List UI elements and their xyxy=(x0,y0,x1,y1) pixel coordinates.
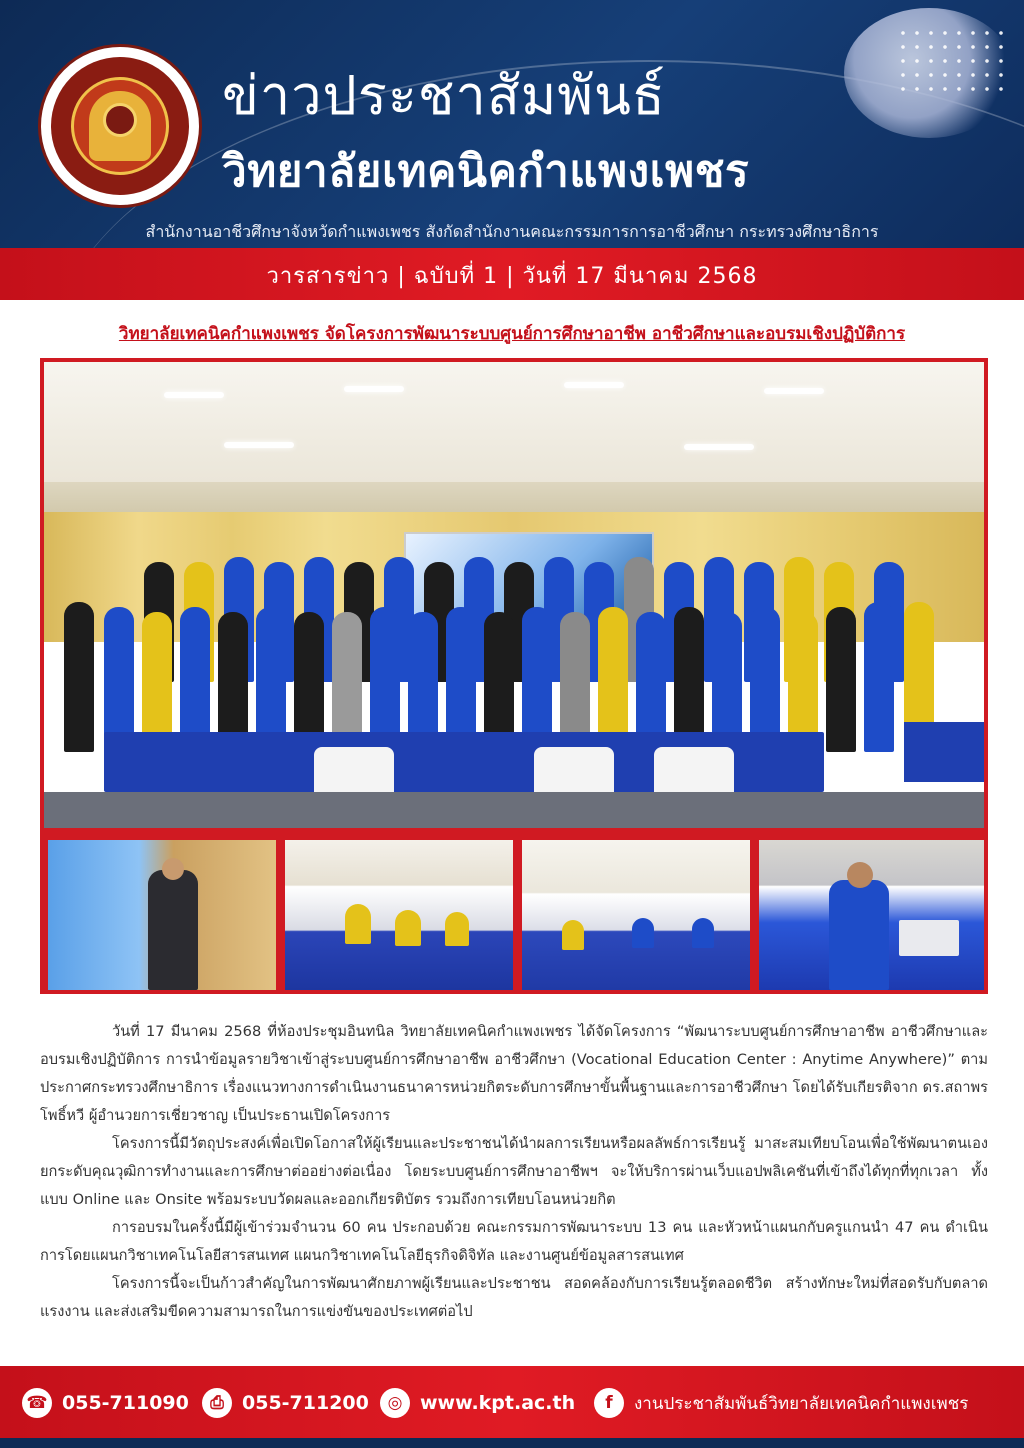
person xyxy=(636,612,666,752)
header-banner xyxy=(0,0,1024,248)
photo-chair xyxy=(534,747,614,797)
attendee xyxy=(445,912,469,946)
photo-ceiling xyxy=(44,362,984,482)
person xyxy=(484,612,514,752)
person xyxy=(560,612,590,752)
attendee xyxy=(692,918,714,948)
person xyxy=(64,602,94,752)
person xyxy=(408,612,438,752)
person xyxy=(370,607,400,752)
ceiling-light xyxy=(224,442,294,448)
attendee-head xyxy=(847,862,873,888)
person xyxy=(864,602,894,752)
footer-facebook[interactable] xyxy=(594,1386,968,1420)
person xyxy=(446,607,476,752)
person xyxy=(218,612,248,752)
person xyxy=(788,612,818,752)
thumb-presenter xyxy=(48,840,276,990)
person xyxy=(294,612,324,752)
phone-icon: ☎ xyxy=(22,1388,52,1418)
attendee xyxy=(829,880,889,990)
photo-floor xyxy=(44,792,984,832)
footer-website[interactable] xyxy=(380,1386,575,1420)
footer-contact-bar xyxy=(0,1366,1024,1448)
person xyxy=(332,612,362,752)
thumb-training-room-1 xyxy=(285,840,513,990)
person xyxy=(104,607,134,752)
person xyxy=(598,607,628,752)
person xyxy=(750,607,780,752)
ceiling-light xyxy=(164,392,224,398)
facebook-icon: f xyxy=(594,1388,624,1418)
fax-number: 055-711200 xyxy=(242,1392,369,1414)
article-paragraph: โครงการนี้มีวัตถุประสงค์เพื่อเปิดโอกาสให้ผู้เรียนและประชาชนได้นำผลการเรียนหรือผลลัพธ์การเรียนรู้ มาสะสมเทียบโอนเพื่อใช้พัฒนาตนเอง ยกระดับคุณวุฒิการทำงานและการศึกษาต่ออย่างต่อเนื่อง โดยระบบศูนย์การศึกษาอาชีพฯ จะให้บริการผ่านเว็บแอปพลิเคชันที่เข้าถึงได้ทุกที่ทุกเวลา ทั้งแบบ Online และ Onsite พร้อมระบบวัดผลและออกเกียรติบัตร รวมถึงการเทียบโอนหน่วยกิต xyxy=(40,1135,988,1208)
photo-blue-table xyxy=(904,722,988,782)
photo-people-group xyxy=(54,562,974,752)
article-paragraph: โครงการนี้จะเป็นก้าวสำคัญในการพัฒนาศักยภาพผู้เรียนและประชาชน สอดคล้องกับการเรียนรู้ตลอดชีวิต สร้างทักษะใหม่ที่สอดรับกับตลาดแรงงาน และส่งเสริมขีดความสามารถในการแข่งขันของประเทศต่อไป xyxy=(40,1275,988,1320)
website-link[interactable]: www.kpt.ac.th xyxy=(420,1392,576,1414)
decorative-dots xyxy=(896,26,1006,96)
person xyxy=(826,607,856,752)
attendee xyxy=(345,904,371,944)
person xyxy=(522,607,552,752)
footer-phone[interactable] xyxy=(22,1386,189,1420)
photo-chair xyxy=(654,747,734,797)
thumb-training-room-2 xyxy=(522,840,750,990)
ceiling-light xyxy=(344,386,404,392)
main-group-photo xyxy=(40,358,988,832)
logo-emblem-wheel xyxy=(103,103,137,137)
person xyxy=(674,607,704,752)
printer-icon: ⎙ xyxy=(202,1388,232,1418)
person xyxy=(180,607,210,752)
article-body xyxy=(40,1018,988,1326)
presenter-figure xyxy=(148,870,198,990)
presenter-head xyxy=(162,858,184,880)
photo-thumbnails xyxy=(40,832,988,994)
person xyxy=(712,612,742,752)
title-college: วิทยาลัยเทคนิคกำแพงเพชร xyxy=(222,146,750,197)
footer-fax[interactable] xyxy=(202,1386,369,1420)
ceiling-light xyxy=(764,388,824,394)
thumb-training-closeup xyxy=(759,840,984,990)
person xyxy=(142,612,172,752)
globe-icon: ◎ xyxy=(380,1388,410,1418)
attendee xyxy=(632,918,654,948)
person xyxy=(256,607,286,752)
laptop xyxy=(899,920,959,956)
college-logo xyxy=(38,44,202,208)
phone-number: 055-711090 xyxy=(62,1392,189,1414)
ceiling-light xyxy=(564,382,624,388)
article-paragraph: วันที่ 17 มีนาคม 2568 ที่ห้องประชุมอินทนิล วิทยาลัยเทคนิคกำแพงเพชร ได้จัดโครงการ “พัฒนาระบบศูนย์การศึกษาอาชีพ อาชีวศึกษาและอบรมเชิงปฏิบัติการ การนำข้อมูลรายวิชาเข้าสู่ระบบศูนย์การศึกษาอาชีพ อาชีวศึกษา (Vocational Education Center : Anytime Anywhere)” ตามประกาศกระทรวงศึกษาธิการ เรื่องแนวทางการดำเนินงานธนาคารหน่วยกิตระดับการศึกษาขั้นพื้นฐานและการอาชีวศึกษา โดยได้รับเกียรติจาก ดร.สถาพร โพธิ์หวี ผู้อำนวยการเชี่ยวชาญ เป็นประธานเปิดโครงการ xyxy=(40,1023,988,1124)
footer-navy-stripe xyxy=(0,1438,1024,1448)
header-subtitle: สำนักงานอาชีวศึกษาจังหวัดกำแพงเพชร สังกัดสำนักงานคณะกรรมการการอาชีวศึกษา กระทรวงศึกษาธิการ xyxy=(145,222,879,241)
attendee xyxy=(562,920,584,950)
article-headline: วิทยาลัยเทคนิคกำแพงเพชร จัดโครงการพัฒนาระบบศูนย์การศึกษาอาชีพ อาชีวศึกษาและอบรมเชิงปฏิบัติการ xyxy=(118,324,906,344)
photo-chair xyxy=(314,747,394,797)
ceiling-light xyxy=(684,444,754,450)
attendee xyxy=(395,910,421,946)
article-paragraph: การอบรมในครั้งนี้มีผู้เข้าร่วมจำนวน 60 คน ประกอบด้วย คณะกรรมการพัฒนาระบบ 13 คน และหัวหน้าแผนกกับครูแกนนำ 47 คน ดำเนินการโดยแผนกวิชาเทคโนโลยีสารสนเทศ แผนกวิชาเทคโนโลยีธุรกิจดิจิทัล และงานศูนย์ข้อมูลสารสนเทศ xyxy=(40,1219,988,1264)
facebook-page[interactable]: งานประชาสัมพันธ์วิทยาลัยเทคนิคกำแพงเพชร xyxy=(634,1393,969,1414)
title-news: ข่าวประชาสัมพันธ์ xyxy=(222,64,666,127)
issue-text: วารสารข่าว | ฉบับที่ 1 | วันที่ 17 มีนาคม 2568 xyxy=(266,264,758,289)
issue-bar xyxy=(0,248,1024,300)
